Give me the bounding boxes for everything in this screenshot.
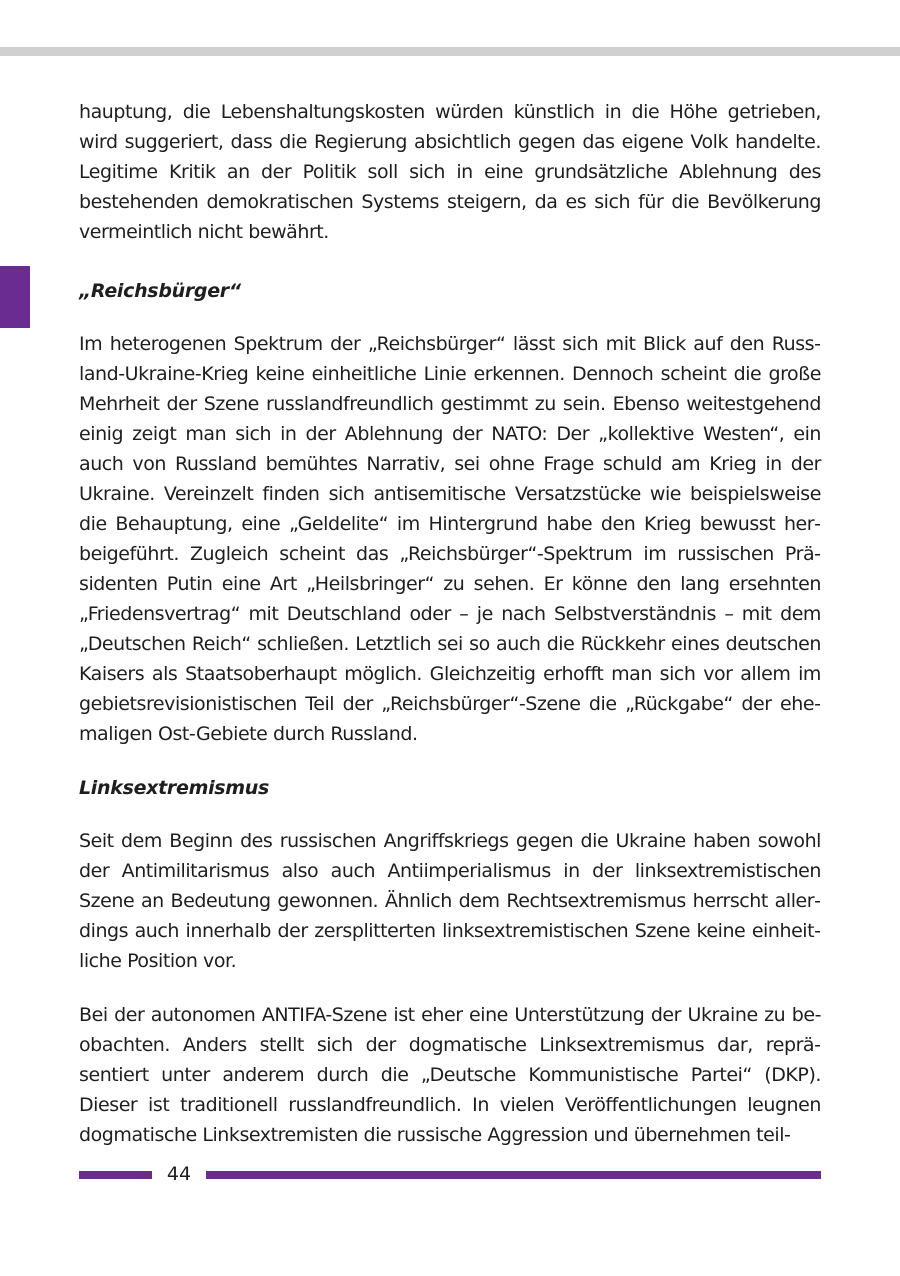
linksextremismus-paragraph-2: Bei der autonomen ANTIFA-Szene ist eher eine Unterstützung der Ukraine zu be-obachten. Anders stellt sich der dogmatische Linksextremismus dar, repräsentiert unter anderem durch die „Deutsche Kommunistische Partei“ (DKP). Dieser ist traditionell russlandfreundlich. In vielen Veröffentlichungen leugnen dogmatische Linksextremisten die russische Aggression und übernehmen teil-	[79, 1004, 821, 1146]
reichsbuerger-paragraph: Im heterogenen Spektrum der „Reichsbürger“ lässt sich mit Blick auf den Russland-Ukraine-Krieg keine einheitliche Linie erkennen. Dennoch scheint die große Mehrheit der Szene russlandfreundlich gestimmt zu sein. Ebenso weitestgehend einig zeigt man sich in der Ablehnung der NATO: Der „kollektive Westen“, ein auch von Russland bemühtes Narrativ, sei ohne Frage schuld am Krieg in der Ukraine. Vereinzelt finden sich antisemitische Versatzstücke wie beispielsweise die Behauptung, eine „Geldelite“ im Hintergrund habe den Krieg bewusst herbeigeführt. Zugleich scheint das „Reichsbürger“-Spektrum im russischen Präsidenten Putin eine Art „Heilsbringer“ zu sehen. Er könne den lang ersehnten „Friedensvertrag“ mit Deutschland oder – je nach Selbstverständnis – mit dem „Deutschen Reich“ schließen. Letztlich sei so auch die Rückkehr eines deutschen Kaisers als Staatsoberhaupt möglich. Gleichzeitig erhofft man sich vor allem im gebietsrevisionistischen Teil der „Reichsbürger“-Szene die „Rückgabe“ der ehemaligen Ost-Gebiete durch Russland.	[79, 333, 821, 745]
page-content	[79, 97, 821, 1150]
intro-paragraph: hauptung, die Lebenshaltungskosten würden künstlich in die Höhe getrieben, wird suggeriert, dass die Regierung absichtlich gegen das eigene Volk handelte. Legitime Kritik an der Politik soll sich in eine grundsätzliche Ablehnung des bestehenden demokratischen Systems steigern, da es sich für die Bevölkerung vermeintlich nicht bewährt.	[79, 101, 821, 243]
linksextremismus-paragraph-1: Seit dem Beginn des russischen Angriffskriegs gegen die Ukraine haben sowohl der Antimilitarismus also auch Antiimperialismus in der linksextremistischen Szene an Bedeutung gewonnen. Ähnlich dem Rechtsextremismus herrscht allerdings auch innerhalb der zersplitterten linksextremistischen Szene keine einheitliche Position vor.	[79, 830, 821, 972]
top-rule	[0, 47, 900, 56]
heading-reichsbuerger: „Reichsbürger“	[79, 280, 241, 302]
page-number: 44	[166, 1163, 192, 1185]
section-marker-tab	[0, 266, 30, 328]
footer-rule-right	[206, 1171, 821, 1179]
heading-linksextremismus: Linksextremismus	[79, 777, 270, 799]
footer-rule-left	[79, 1171, 152, 1179]
